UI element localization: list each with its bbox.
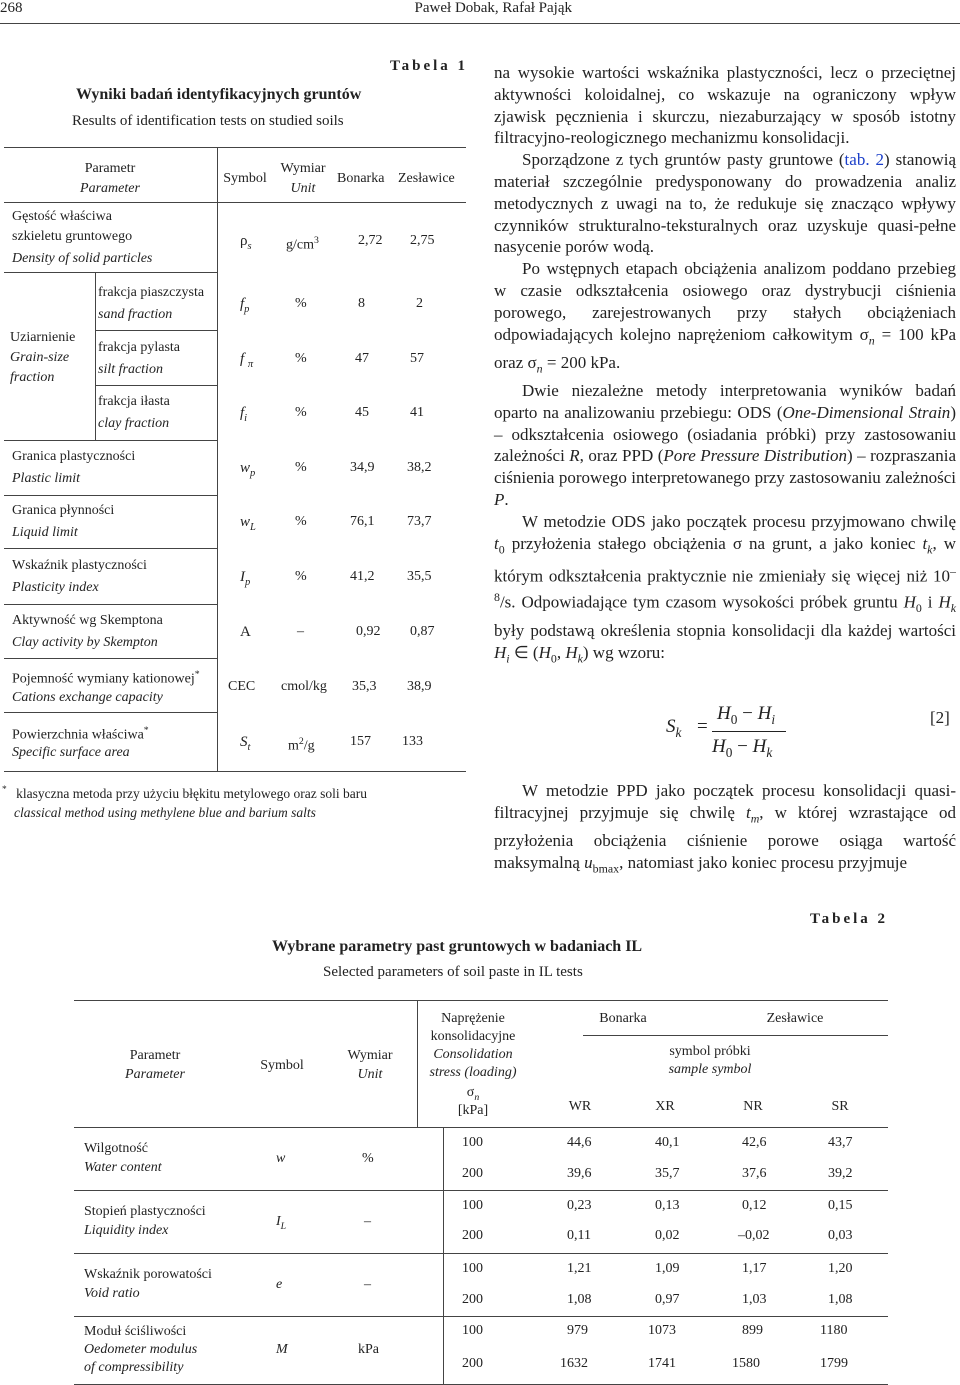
t2-sample-symbol: NR — [743, 1099, 763, 1114]
t2-value: 0,97 — [655, 1292, 680, 1307]
t2-header-stress-en: Consolidation — [433, 1047, 513, 1062]
t2-row-label-en: Water content — [84, 1160, 162, 1175]
t2-stress: 100 — [462, 1261, 483, 1276]
page-number: 268 — [0, 0, 23, 16]
body-text-lower — [494, 780, 956, 880]
t1-value: 76,1 — [350, 514, 375, 529]
t2-value: 1632 — [560, 1356, 588, 1371]
t2-header-unit-en: Unit — [357, 1067, 383, 1082]
t2-value: 42,6 — [742, 1135, 767, 1150]
t1-row-label: Aktywność wg Skemptona — [12, 613, 163, 628]
t1-header-unit-en: Unit — [290, 181, 316, 196]
t1-value: 47 — [355, 351, 369, 366]
t1-value: 0,92 — [356, 624, 381, 639]
t2-header-sample: symbol próbki — [669, 1044, 751, 1059]
t1-value: 0,87 — [410, 624, 435, 639]
paragraph: Dwie niezależne metody interpretowania wyników badań oparto na analizowaniu przebiegu: ODS (One-Dimensional Strain) – odkształcenia osiowego (osiadania próbki) przy zastosowaniu zależności R, oraz PPD (Pore Pressure Distribution) – rozpraszania ciśnienia porowego interpretowanego przy zastosowaniu zależności P. — [494, 380, 956, 509]
t2-row-label-en: of compressibility — [84, 1360, 184, 1375]
t1-row-label: Pojemność wymiany kationowej* — [12, 669, 200, 687]
equation-number: [2] — [930, 708, 950, 727]
t2-stress: 200 — [462, 1166, 483, 1181]
t2-value: 0,03 — [828, 1228, 853, 1243]
t1-row-unit: % — [295, 460, 307, 475]
t2-row-label-en: Oedometer modulus — [84, 1342, 198, 1357]
t1-value: 2,75 — [410, 233, 435, 248]
t1-row-symbol: $w_L$ — [240, 514, 256, 533]
t1-value: 35,5 — [407, 569, 432, 584]
t1-row-unit: % — [295, 296, 307, 311]
t1-row-unit: % — [295, 569, 307, 584]
t2-stress: 100 — [462, 1135, 483, 1150]
t1-sub-label-en: clay fraction — [98, 416, 170, 431]
t1-header-zeslawice: Zesławice — [398, 171, 455, 186]
t1-sub-label: frakcja pylasta — [98, 340, 181, 355]
t2-header-stress: konsolidacyjne — [430, 1029, 516, 1044]
t2-stress: 100 — [462, 1323, 483, 1338]
t2-row-label: Wskaźnik porowatości — [84, 1267, 212, 1282]
t1-value: 38,9 — [407, 679, 432, 694]
t1-value: 57 — [410, 351, 424, 366]
t2-value: 37,6 — [742, 1166, 767, 1181]
t1-value: 73,7 — [407, 514, 432, 529]
table2-title-pl: Wybrane parametry past gruntowych w badaniach IL — [272, 938, 643, 955]
t1-value: 8 — [358, 296, 365, 311]
paragraph: na wysokie wartości wskaźnika plastyczności, lecz o przeciętnej aktywności koloidalnej, co wskazuje na ograniczony wpływ zjawisk pęcznienia i skurczu, niezaburzający w sposób istotny filtracyjno-reologicznego mechanizmu konsolidacji. — [494, 63, 956, 148]
t1-row-label: Wskaźnik plastyczności — [12, 558, 147, 573]
t1-sub-label: frakcja iłasta — [98, 394, 170, 409]
t2-row-unit: – — [364, 1277, 371, 1292]
t2-row-label-en: Void ratio — [84, 1286, 140, 1301]
t2-value: 1741 — [648, 1356, 676, 1371]
t2-row-unit: % — [362, 1151, 374, 1166]
t1-row-label-en: Cations exchange capacity — [12, 690, 163, 705]
t1-header-unit: Wymiar — [280, 161, 326, 176]
t1-group-label-en: Grain-size fraction — [10, 350, 70, 385]
t2-value: 1180 — [820, 1323, 848, 1338]
t1-row-symbol: f $_\pi$ — [240, 351, 254, 370]
t1-header-bonarka: Bonarka — [337, 171, 385, 186]
t2-stress: 100 — [462, 1198, 483, 1213]
t2-value: 0,15 — [828, 1198, 853, 1213]
t1-value: 45 — [355, 405, 369, 420]
t2-value: 1,08 — [567, 1292, 592, 1307]
t2-value: 0,23 — [567, 1198, 592, 1213]
t1-row-label: Granica płynności — [12, 503, 115, 518]
t2-row-symbol: e — [276, 1277, 283, 1292]
t1-row-unit: % — [295, 405, 307, 420]
t2-value: 1073 — [648, 1323, 676, 1338]
header-rule — [0, 23, 960, 24]
t1-row-label: Granica plastyczności — [12, 449, 136, 464]
t1-row-label-en: Plasticity index — [12, 580, 99, 595]
t1-row-label-en: Plastic limit — [12, 471, 81, 486]
t1-row-label: Powierzchnia właściwa* — [12, 725, 149, 743]
table1-title-en: Results of identification tests on studied soils — [72, 113, 344, 129]
t2-sample-symbol: WR — [568, 1099, 592, 1114]
t1-row-unit: – — [297, 624, 304, 639]
t2-row-symbol: $I_L$ — [276, 1214, 287, 1232]
t1-row-label-en: Liquid limit — [12, 525, 78, 540]
t2-value: 1580 — [732, 1356, 760, 1371]
t2-header-unit: Wymiar — [347, 1048, 393, 1063]
t1-group-label: Uziarnienie — [10, 330, 76, 345]
t1-value: 35,3 — [352, 679, 377, 694]
t2-row-label-en: Liquidity index — [84, 1223, 169, 1238]
paragraph: Po wstępnych etapach obciążenia analizom poddano przebieg w czasie odkształcenia osiowego oraz dystrybucji ciśnienia porowego, zarejestrowanych przy stałych obciążeniach odpowiadających kolejno naprężeniom całkowitym $\sigma_n = 100$ kPa oraz $\sigma_n = 200$ kPa. — [494, 259, 957, 376]
t2-header-param-en: Parameter — [125, 1067, 185, 1082]
t2-value: 1,09 — [655, 1261, 680, 1276]
t2-header-symbol: Symbol — [260, 1058, 304, 1073]
t1-row-label: szkieletu gruntowego — [12, 229, 133, 244]
table1-label: Tabela 1 — [390, 58, 469, 74]
t1-row-unit: % — [295, 351, 307, 366]
t1-row-symbol: A — [240, 624, 251, 640]
t2-value: 899 — [742, 1323, 763, 1338]
t1-row-symbol: CEC — [228, 679, 256, 694]
t2-value: 1,08 — [828, 1292, 853, 1307]
t1-header-param-en: Parameter — [80, 181, 140, 196]
t2-value: 1,17 — [742, 1261, 767, 1276]
t2-value: 0,13 — [655, 1198, 680, 1213]
t2-stress: 200 — [462, 1228, 483, 1243]
t2-row-unit: kPa — [358, 1342, 379, 1357]
t1-value: 38,2 — [407, 460, 432, 475]
t2-sample-symbol: SR — [831, 1099, 849, 1114]
t1-value: 157 — [350, 734, 371, 749]
table1-title-pl: Wyniki badań identyfikacyjnych gruntów — [76, 86, 362, 103]
t1-row-label-en: Clay activity by Skempton — [12, 635, 158, 650]
t2-value: 43,7 — [828, 1135, 853, 1150]
t1-value: 41 — [410, 405, 424, 420]
t2-value: 979 — [567, 1323, 588, 1338]
t2-value: 0,12 — [742, 1198, 767, 1213]
t1-value: 2,72 — [358, 233, 383, 248]
t1-row-unit: cmol/kg — [281, 679, 327, 694]
paragraph: Sporządzone z tych gruntów pasty gruntowe (tab. 2) stanowią materiał szczególnie predysponowany do prowadzenia analiz metodycznych z uwagi na to, że redukuje się znacząco wpływy czynników strukturalno-teksturalnych oraz uzyskuje quasi-pełne nasycenie porów wodą. — [494, 150, 956, 257]
t1-footnote: * klasyczna metoda przy użyciu błękitu metylowego oraz soli baru classical method using methylene blue and barium salts — [2, 785, 367, 820]
t1-value: 34,9 — [350, 460, 375, 475]
t1-sub-label-en: sand fraction — [98, 307, 173, 322]
t2-value: 39,2 — [828, 1166, 853, 1181]
t2-header-bonarka: Bonarka — [599, 1011, 647, 1026]
table-reference-link[interactable]: tab. 2 — [844, 150, 884, 170]
paragraph: W metodzie PPD jako początek procesu konsolidacji quasi-filtracyjnej przyjmuje się chwilę $t_m$, w której wzrastające od przyłożenia obciążenia ciśnienie porowe osiąga wartość maksymalną $u_{bmax}$, natomiast jako koniec procesu przyjmuje — [494, 781, 956, 876]
t2-value: 40,1 — [655, 1135, 680, 1150]
t1-value: 41,2 — [350, 569, 375, 584]
table2-label: Tabela 2 — [810, 911, 889, 927]
t2-value: 1,03 — [742, 1292, 767, 1307]
t2-row-symbol: M — [276, 1342, 288, 1357]
t1-row-symbol: $f_p$ — [240, 296, 250, 315]
t1-header-param: Parametr — [84, 161, 136, 176]
t2-value: 35,7 — [655, 1166, 680, 1181]
t2-header-stress-symbol: $\sigma_n$ — [466, 1085, 480, 1103]
t2-value: 1799 — [820, 1356, 848, 1371]
t2-sample-symbol: XR — [655, 1099, 675, 1114]
paragraph: W metodzie ODS jako początek procesu przyjmowano chwilę $t_0$ przyłożenia stałego obciążenia σ na grunt, a jako koniec $t_k$, w którym odkształcenia praktycznie nie zmieniały się więcej niż $10^{-8}/s$. Odpowiadające tym czasom wysokości próbek gruntu $H_0$ i $H_k$ były podstawą określenia stopnia konsolidacji dla każdej wartości $H_i$ ∈ ($H_0$, $H_k$) wg wzoru: — [494, 511, 956, 666]
t1-value: 133 — [402, 734, 423, 749]
body-text-upper — [494, 62, 956, 670]
t1-row-symbol: $w_p$ — [240, 460, 256, 479]
t2-row-symbol: w — [276, 1151, 286, 1166]
t1-header-symbol: Symbol — [223, 171, 267, 186]
t2-header-stress: Naprężenie — [441, 1011, 505, 1026]
t1-row-symbol: $\rho_s$ — [240, 233, 252, 252]
t2-header-stress-unit: [kPa] — [457, 1103, 489, 1118]
t2-header-param: Parametr — [129, 1048, 181, 1063]
t1-sub-label: frakcja piaszczysta — [98, 285, 205, 300]
t1-sub-label-en: silt fraction — [98, 362, 163, 377]
t2-value: 39,6 — [567, 1166, 592, 1181]
t2-stress: 200 — [462, 1356, 483, 1371]
t2-header-zeslawice: Zesławice — [766, 1011, 824, 1026]
t1-row-symbol: $I_p$ — [240, 569, 251, 588]
t1-row-unit: % — [295, 514, 307, 529]
t2-value: 0,02 — [655, 1228, 680, 1243]
t2-value: 1,21 — [567, 1261, 592, 1276]
t2-value: –0,02 — [738, 1228, 770, 1243]
t2-header-sample-en: sample symbol — [668, 1062, 752, 1077]
t1-value: 2 — [416, 296, 423, 311]
t1-row-symbol: $f_i$ — [240, 405, 248, 424]
t2-row-unit: – — [364, 1214, 371, 1229]
running-header-authors: Paweł Dobak, Rafał Pająk — [414, 0, 572, 16]
t2-value: 1,20 — [828, 1261, 853, 1276]
t2-value: 0,11 — [567, 1228, 591, 1243]
t1-row-label-en: Specific surface area — [12, 745, 130, 760]
t1-row-unit: $m^2/g$ — [288, 736, 315, 754]
t2-value: 44,6 — [567, 1135, 592, 1150]
t1-row-symbol: $S_t$ — [240, 734, 251, 753]
t2-stress: 200 — [462, 1292, 483, 1307]
table2-title-en: Selected parameters of soil paste in IL tests — [323, 964, 583, 980]
t1-row-unit: $g/cm^3$ — [286, 235, 319, 253]
t2-row-label: Wilgotność — [84, 1141, 148, 1156]
t2-header-stress-en: stress (loading) — [429, 1065, 517, 1080]
t2-row-label: Moduł ściśliwości — [84, 1324, 187, 1339]
t1-row-label: Gęstość właściwa — [12, 209, 112, 224]
t2-row-label: Stopień plastyczności — [84, 1204, 206, 1219]
t1-row-label-en: Density of solid particles — [12, 251, 153, 266]
